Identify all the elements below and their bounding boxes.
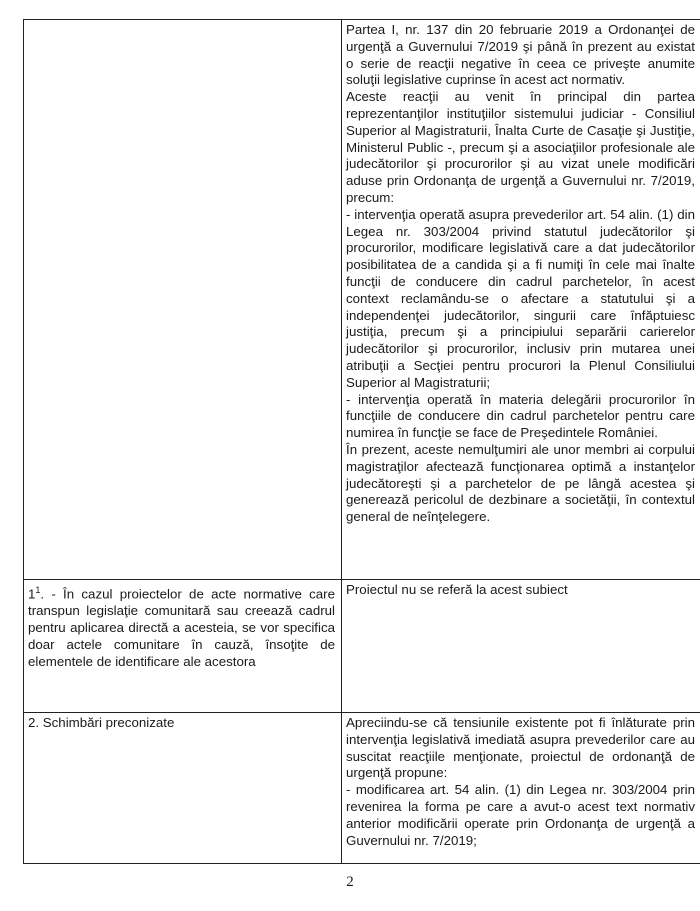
intro-bullet: - intervenţia operată asupra prevederilor art. 54 alin. (1) din Legea nr. 303/2004 privind statutul judecătorilor şi procurorilor, modificare legislativă care a dat judecătorilor posibilitatea de a candida şi a fi numiţi în cele mai înalte funcţii de conducere din cadrul parchetelor, în acest context reclamându-se o afectare a statutului şi a independenţei judecătorilor, singurii care înfăptuiesc justiţia, precum şi a principiului separării carierelor judecătorilor şi procurorilor, inclusiv prin mutarea unei atribuţii a Secţiei pentru procurori la Plenul Consiliului Superior al Magistraturii; [346,206,695,390]
table-row-transpose [24,580,700,713]
transpose-label-number: 1 [28,586,36,602]
intro-left-cell [24,20,342,580]
changes-label-cell: 2. Schimbări preconizate [24,713,342,864]
transpose-label-superscript: 1 [35,585,41,595]
page-number: 2 [346,874,354,890]
changes-bullet: - modificarea art. 54 alin. (1) din Legea nr. 303/2004 prin revenirea la forma pe care a avut-o acest text normativ anterior modificării operate prin Ordonanţa de urgenţă a Guvernului nr. 7/2019; [346,782,695,848]
transpose-answer-cell: Proiectul nu se referă la acest subiect [342,580,700,713]
intro-bullet: - intervenţia operată în materia delegării procurorilor în funcţiile de conducere din cadrul parchetelor pentru care numirea în funcţie se face de Preşedintele României. [346,391,695,441]
transpose-label-cell [24,580,342,713]
changes-right-cell [342,713,700,864]
content-table [23,19,700,864]
table-row-changes [24,713,700,864]
table-row-intro [24,20,700,580]
changes-paragraph: Apreciindu-se că tensiunile existente pot fi înlăturate prin intervenţia legislativă imediată asupra prevederilor care au suscitat reacţiile menţionate, proiectul de ordonanţă de urgenţă propune: [346,715,695,781]
intro-paragraph: Partea I, nr. 137 din 20 februarie 2019 a Ordonanţei de urgenţă a Guvernului 7/2019 şi până în prezent au existat o serie de reacţii negative în ceea ce priveşte anumite soluţii legislative cuprinse în acest act normativ. [346,22,695,88]
intro-right-cell [342,20,700,580]
intro-paragraph: Aceste reacţii au venit în principal din partea reprezentanţilor instituţiilor sistemului judiciar - Consiliul Superior al Magistraturii, Înalta Curte de Casaţie şi Justiţie, Ministerul Public -, precum şi a asociaţiilor profesionale ale judecătorilor şi procurorilor şi au vizat unele modificări aduse prin Ordonanţa de urgenţă a Guvernului nr. 7/2019, precum: [346,89,695,205]
intro-paragraph: În prezent, aceste nemulţumiri ale unor membri ai corpului magistraţilor afectează funcţionarea optimă a instanţelor judecătoreşti şi a parchetelor de pe lângă acestea şi generează pericolul de dezbinare a societăţii, în contextul general de neînţelegere. [346,441,695,525]
transpose-label-text: . - În cazul proiectelor de acte normative care transpun legislaţie comunitară sau creează cadrul pentru aplicarea directă a acesteia, se vor specifica doar actele comunitare în cauză, însoţite de elementele de identificare ale acestora [28,586,335,669]
